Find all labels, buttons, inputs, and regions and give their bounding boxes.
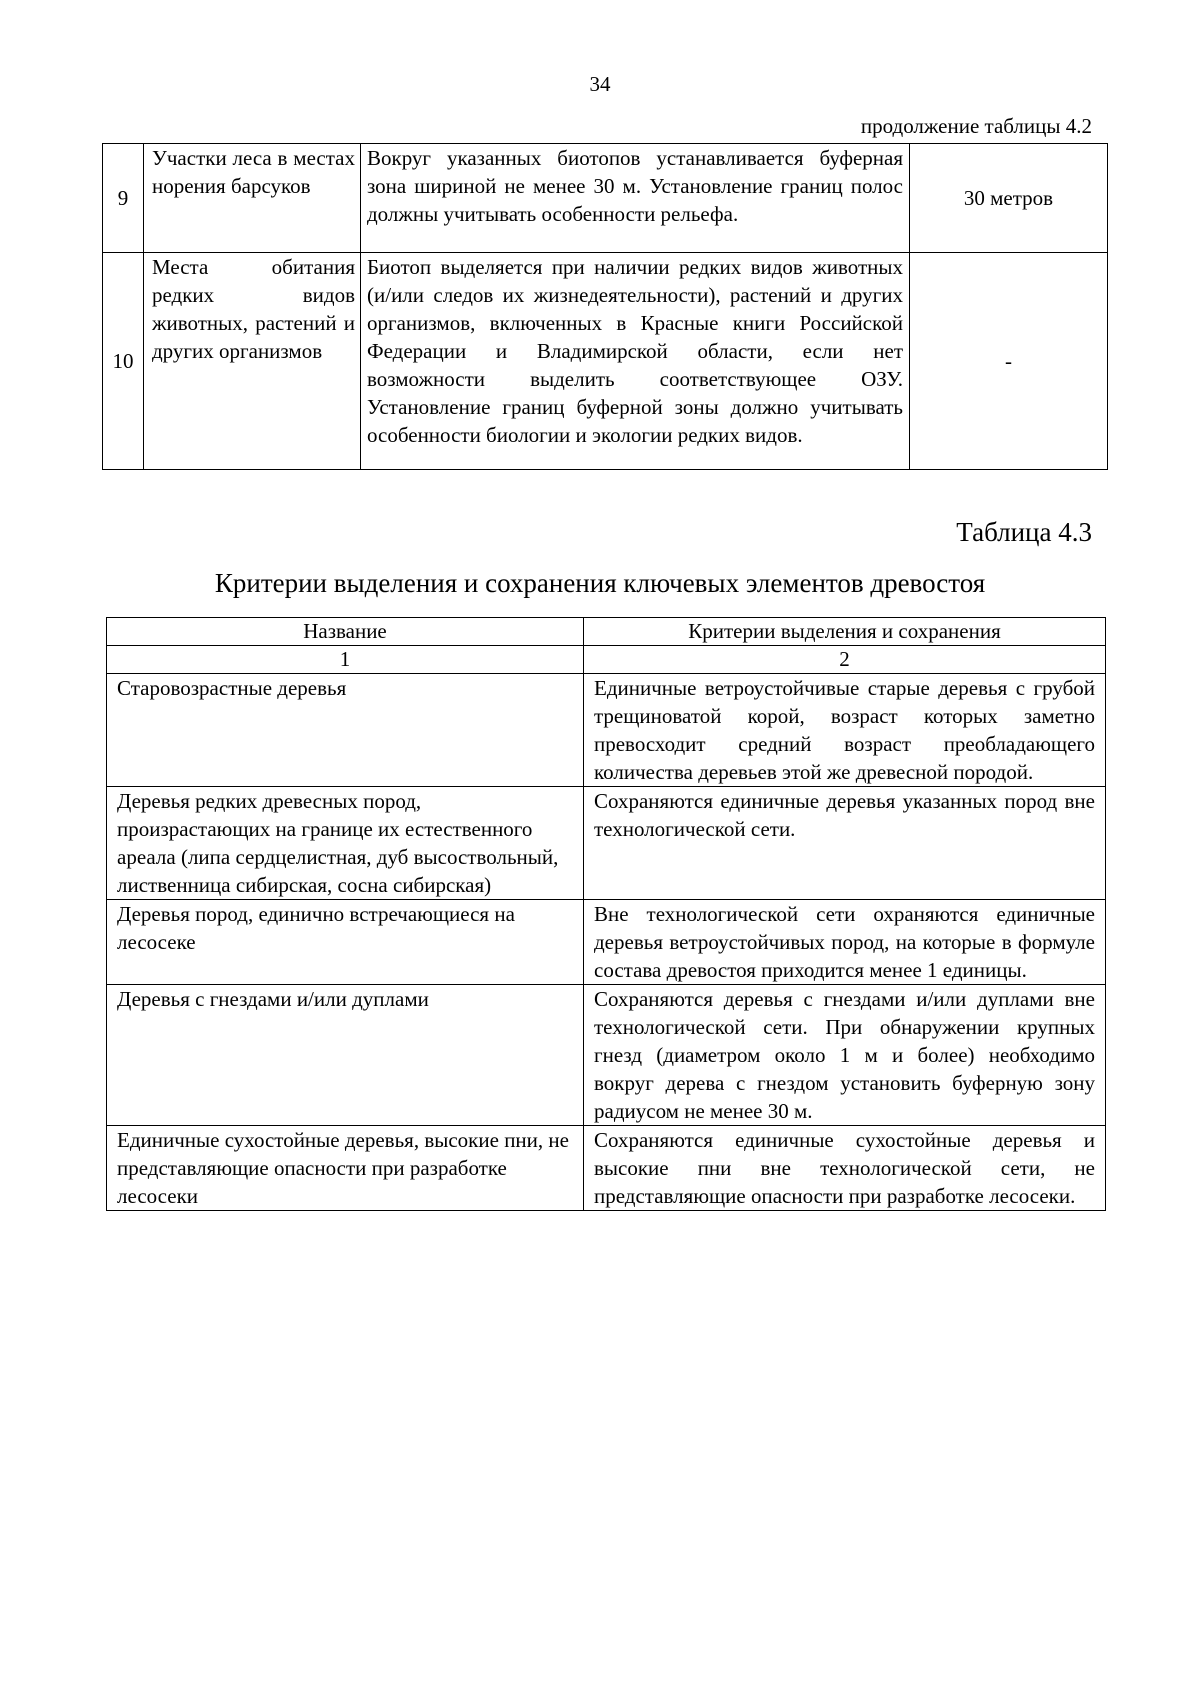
table-row xyxy=(103,253,1108,470)
table-4-3 xyxy=(106,617,1106,1211)
element-criteria: Единичные ветроустойчивые старые деревья с грубой трещиноватой корой, возраст которых заметно превосходит средний возраст преобладающего количества деревьев этой же древесной породой. xyxy=(584,674,1106,787)
table-header-row xyxy=(107,618,1106,646)
element-name: Единичные сухостойные деревья, высокие пни, не представляющие опасности при разработке лесосеки xyxy=(107,1126,584,1211)
row-number: 10 xyxy=(103,253,144,470)
biotope-description: Вокруг указанных биотопов устанавливается буферная зона шириной не менее 30 м. Установление границ полос должны учитывать особенности рельефа. xyxy=(361,144,910,253)
row-number: 9 xyxy=(103,144,144,253)
element-name: Старовозрастные деревья xyxy=(107,674,584,787)
table-title: Критерии выделения и сохранения ключевых элементов древостоя xyxy=(214,568,986,598)
element-name: Деревья редких древесных пород, произрастающих на границе их естественного ареала (липа сердцелистная, дуб высоствольный, лиственница сибирская, сосна сибирская) xyxy=(107,787,584,900)
biotope-name: Места обитания редких видов животных, растений и других организмов xyxy=(144,253,361,470)
column-number: 1 xyxy=(107,646,584,674)
element-name: Деревья с гнездами и/или дуплами xyxy=(107,985,584,1126)
table-row xyxy=(107,985,1106,1126)
biotope-description: Биотоп выделяется при наличии редких видов животных (и/или следов их жизнедеятельности), растений и других организмов, включенных в Красные книги Российской Федерации и Владимирской области, если нет возможности выделить соответствующее ОЗУ. Установление границ буферной зоны должно учитывать особенности биологии и экологии редких видов. xyxy=(361,253,910,470)
table-row xyxy=(107,900,1106,985)
element-name: Деревья пород, единично встречающиеся на лесосеке xyxy=(107,900,584,985)
table-row xyxy=(107,1126,1106,1211)
table-row xyxy=(103,144,1108,253)
table-continuation-note: продолжение таблицы 4.2 xyxy=(860,114,1092,138)
buffer-width: - xyxy=(910,253,1108,470)
table-row xyxy=(107,674,1106,787)
buffer-width: 30 метров xyxy=(910,144,1108,253)
element-criteria: Сохраняются единичные сухостойные деревья и высокие пни вне технологической сети, не представляющие опасности при разработке лесосеки. xyxy=(584,1126,1106,1211)
element-criteria: Сохраняются единичные деревья указанных пород вне технологической сети. xyxy=(584,787,1106,900)
table-4-2-continued xyxy=(102,143,1108,470)
biotope-name: Участки леса в местах норения барсуков xyxy=(144,144,361,253)
table-column-numbers xyxy=(107,646,1106,674)
page-number: 34 xyxy=(589,72,611,96)
column-number: 2 xyxy=(584,646,1106,674)
column-header-name: Название xyxy=(107,618,584,646)
table-row xyxy=(107,787,1106,900)
element-criteria: Сохраняются деревья с гнездами и/или дуплами вне технологической сети. При обнаружении крупных гнезд (диаметром около 1 м и более) необходимо вокруг дерева с гнездом установить буферную зону радиусом не менее 30 м. xyxy=(584,985,1106,1126)
table-caption: Таблица 4.3 xyxy=(956,517,1092,547)
column-header-criteria: Критерии выделения и сохранения xyxy=(584,618,1106,646)
element-criteria: Вне технологической сети охраняются единичные деревья ветроустойчивых пород, на которые в формуле состава древостоя приходится менее 1 единицы. xyxy=(584,900,1106,985)
